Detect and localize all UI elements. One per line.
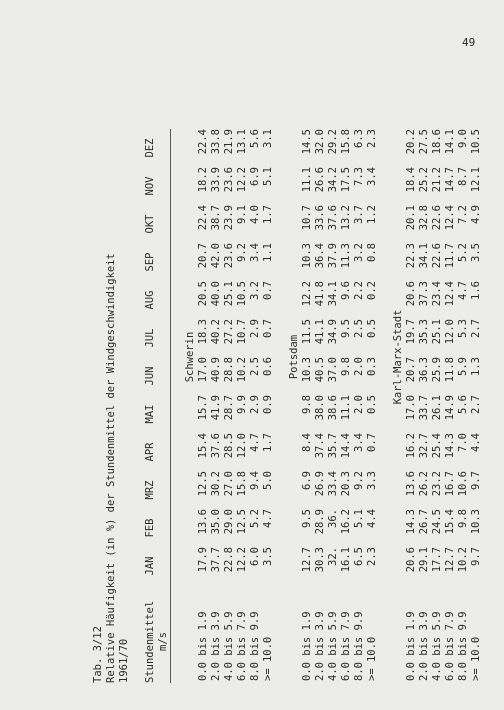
- table-cell-value: 11.5: [301, 319, 313, 345]
- table-cell-value: 15.7: [197, 395, 209, 421]
- table-cell-value: 6.9: [249, 167, 261, 186]
- table-row: [249, 129, 262, 683]
- table-cell-value: 23.6: [223, 243, 235, 269]
- table-cell-value: 37.6: [327, 205, 339, 231]
- table-cell-value: 20.3: [340, 471, 352, 497]
- table-cell-value: 0.5: [366, 395, 378, 414]
- table-cell-value: 0.7: [262, 319, 274, 338]
- section-header-row: [392, 129, 405, 683]
- header-month: JAN: [144, 556, 156, 576]
- header-wind-speed: Stundenmittel: [144, 600, 156, 683]
- table-cell-value: 16.7: [444, 471, 456, 497]
- table-cell-value: 2.0: [353, 395, 365, 414]
- table-cell-value: 37.3: [418, 281, 430, 307]
- table-cell-value: 10.2: [457, 547, 469, 573]
- table-cell-value: 2.5: [249, 357, 261, 376]
- table-cell-value: 4.4: [470, 433, 482, 452]
- table-cell-value: 3.1: [262, 129, 274, 148]
- table-cell-value: 24.5: [431, 509, 443, 535]
- table-cell-value: 3.2: [353, 243, 365, 262]
- table-cell-value: 2.9: [249, 319, 261, 338]
- table-cell-value: 10.3: [301, 357, 313, 383]
- header-month: MRZ: [144, 480, 156, 500]
- table-cell-value: 14.1: [444, 129, 456, 155]
- table-cell-value: 0.5: [366, 319, 378, 338]
- table-cell-value: 14.3: [444, 433, 456, 459]
- table-cell-value: 20.6: [405, 547, 417, 573]
- table-cell-value: 33.7: [418, 395, 430, 421]
- header-month: OKT: [144, 214, 156, 234]
- table-cell-value: 9.8: [340, 357, 352, 376]
- table-cell-value: 16.2: [405, 433, 417, 459]
- row-label-wind-speed-class: >= 10.0: [262, 636, 274, 681]
- table-cell-value: 9.8: [457, 509, 469, 528]
- table-cell-value: 35.7: [327, 433, 339, 459]
- section-spacer: [275, 129, 288, 683]
- table-cell-value: 14.9: [444, 395, 456, 421]
- table-cell-value: 9.7: [470, 471, 482, 490]
- table-row: [457, 129, 470, 683]
- wind-speed-frequency-table: [144, 129, 483, 683]
- table-cell-value: 12.2: [301, 281, 313, 307]
- table-row: [418, 129, 431, 683]
- table-cell-value: 10.7: [301, 205, 313, 231]
- table-cell-value: 3.2: [249, 281, 261, 300]
- row-label-wind-speed-class: 4.0 bis 5.9: [431, 611, 443, 681]
- table-cell-value: 0.8: [366, 243, 378, 262]
- table-cell-value: 9.5: [340, 319, 352, 338]
- table-cell-value: 5.2: [249, 509, 261, 528]
- table-cell-value: 37.4: [314, 433, 326, 459]
- table-cell-value: 22.4: [197, 205, 209, 231]
- table-cell-value: 5.1: [262, 167, 274, 186]
- table-cell-value: 38.0: [314, 395, 326, 421]
- table-cell-value: 16.2: [340, 509, 352, 535]
- table-cell-value: 34.1: [327, 281, 339, 307]
- table-cell-value: 2.3: [366, 129, 378, 148]
- table-cell-value: 37.6: [210, 433, 222, 459]
- table-cell-value: 33.6: [314, 205, 326, 231]
- table-row: [197, 129, 210, 683]
- table-cell-value: 5.6: [457, 395, 469, 414]
- section-station-name: Karl-Marx-Stadt: [392, 309, 404, 405]
- table-cell-value: 41.1: [314, 319, 326, 345]
- table-cell-value: 22.4: [197, 129, 209, 155]
- table-cell-value: 2.0: [353, 357, 365, 376]
- table-cell-value: 29.1: [418, 547, 430, 573]
- table-cell-value: 32.0: [314, 129, 326, 155]
- caption-table-number: Tab. 3/12: [92, 626, 104, 683]
- table-cell-value: 1.1: [262, 243, 274, 262]
- table-cell-value: 1.7: [262, 205, 274, 224]
- table-cell-value: 25.1: [431, 319, 443, 345]
- table-cell-value: 28.9: [314, 509, 326, 535]
- table-cell-value: 12.2: [236, 547, 248, 573]
- table-cell-value: 2.3: [366, 547, 378, 566]
- table-cell-value: 19.7: [405, 319, 417, 345]
- row-label-wind-speed-class: 4.0 bis 5.9: [223, 611, 235, 681]
- table-cell-value: 12.4: [444, 205, 456, 231]
- table-cell-value: 17.0: [197, 357, 209, 383]
- table-cell-value: 0.3: [366, 357, 378, 376]
- table-cell-value: 23.6: [223, 167, 235, 193]
- table-cell-value: 7.2: [457, 205, 469, 224]
- table-cell-value: 14.5: [301, 129, 313, 155]
- table-row: [301, 129, 314, 683]
- table-cell-value: 9.0: [457, 129, 469, 148]
- row-label-wind-speed-class: 2.0 bis 3.9: [210, 611, 222, 681]
- table-cell-value: 10.7: [236, 319, 248, 345]
- table-cell-value: 34.2: [327, 167, 339, 193]
- table-cell-value: 20.7: [405, 357, 417, 383]
- row-label-wind-speed-class: >= 10.0: [470, 636, 482, 681]
- table-cell-value: 2.9: [249, 395, 261, 414]
- table-cell-value: 17.0: [405, 395, 417, 421]
- table-cell-value: 33.9: [210, 167, 222, 193]
- table-cell-value: 2.2: [353, 281, 365, 300]
- table-cell-value: 18.3: [197, 319, 209, 345]
- table-cell-value: 12.4: [444, 281, 456, 307]
- table-cell-value: 0.9: [262, 395, 274, 414]
- table-cell-value: 2.7: [470, 395, 482, 414]
- table-cell-value: 25.2: [418, 167, 430, 193]
- table-cell-value: 37.0: [327, 357, 339, 383]
- table-cell-value: 12.1: [470, 167, 482, 193]
- table-cell-value: 15.4: [444, 509, 456, 535]
- header-month: AUG: [144, 290, 156, 310]
- table-cell-value: 26.2: [418, 471, 430, 497]
- table-cell-value: 8.7: [457, 167, 469, 186]
- table-cell-value: 3.4: [366, 167, 378, 186]
- table-row: [444, 129, 457, 683]
- table-cell-value: 9.4: [249, 471, 261, 490]
- section-station-name: Potsdam: [288, 334, 300, 380]
- table-row: [262, 129, 275, 683]
- table-cell-value: 7.0: [457, 433, 469, 452]
- table-cell-value: 27.2: [223, 319, 235, 345]
- table-cell-value: 9.1: [236, 205, 248, 224]
- table-cell-value: 7.3: [353, 167, 365, 186]
- table-caption: [92, 253, 131, 683]
- table-cell-value: 40.5: [314, 357, 326, 383]
- table-cell-value: 5.2: [457, 243, 469, 262]
- table-cell-value: 9.6: [340, 281, 352, 300]
- table-cell-value: 11.7: [444, 243, 456, 269]
- header-month: DEZ: [144, 138, 156, 158]
- table-cell-value: 12.0: [444, 319, 456, 345]
- table-cell-value: 15.8: [236, 471, 248, 497]
- row-label-wind-speed-class: 8.0 bis 9.9: [353, 611, 365, 681]
- table-cell-value: 37.9: [327, 243, 339, 269]
- page-number: 49: [462, 36, 476, 49]
- table-cell-value: 5.1: [353, 509, 365, 528]
- row-label-wind-speed-class: 6.0 bis 7.9: [444, 611, 456, 681]
- table-cell-value: 32.: [327, 547, 339, 566]
- table-cell-value: 1.3: [470, 357, 482, 376]
- table-cell-value: 11.8: [444, 357, 456, 383]
- table-cell-value: 26.9: [314, 471, 326, 497]
- table-cell-value: 12.5: [236, 509, 248, 535]
- table-cell-value: 28.8: [223, 357, 235, 383]
- table-cell-value: 38.7: [210, 205, 222, 231]
- rotated-table-block: [92, 83, 482, 683]
- header-unit-text: m/s: [157, 632, 169, 651]
- table-cell-value: 6.5: [353, 547, 365, 566]
- table-cell-value: 29.0: [223, 509, 235, 535]
- table-cell-value: 0.7: [366, 433, 378, 452]
- table-row: [353, 129, 366, 683]
- table-cell-value: 36.3: [418, 357, 430, 383]
- table-cell-value: 0.7: [262, 281, 274, 300]
- table-cell-value: 10.3: [301, 243, 313, 269]
- table-row: [431, 129, 444, 683]
- table-cell-value: 15.8: [340, 129, 352, 155]
- row-label-wind-speed-class: >= 10.0: [366, 636, 378, 681]
- table-cell-value: 3.5: [470, 243, 482, 262]
- table-cell-value: 13.6: [197, 509, 209, 535]
- table-cell-value: 34.9: [327, 319, 339, 345]
- table-cell-value: 26.6: [314, 167, 326, 193]
- table-row: [470, 129, 483, 683]
- table-cell-value: 14.7: [444, 167, 456, 193]
- table-cell-value: 4.0: [249, 205, 261, 224]
- table-cell-value: 1.2: [366, 205, 378, 224]
- table-cell-value: 12.0: [236, 433, 248, 459]
- table-cell-value: 32.7: [418, 433, 430, 459]
- table-cell-value: 11.3: [340, 243, 352, 269]
- table-header-row: [144, 129, 157, 683]
- table-cell-value: 22.6: [431, 243, 443, 269]
- section-spacer: [379, 129, 392, 683]
- header-month: JUN: [144, 366, 156, 386]
- table-cell-value: 20.2: [405, 129, 417, 155]
- table-cell-value: 13.6: [405, 471, 417, 497]
- table-cell-value: 5.3: [457, 319, 469, 338]
- table-cell-value: 23.2: [431, 471, 443, 497]
- table-row: [314, 129, 327, 683]
- table-cell-value: 9.7: [470, 547, 482, 566]
- table-cell-value: 29.2: [327, 129, 339, 155]
- table-row: [405, 129, 418, 683]
- row-label-wind-speed-class: 2.0 bis 3.9: [314, 611, 326, 681]
- table-cell-value: 30.3: [314, 547, 326, 573]
- table-cell-value: 10.5: [236, 281, 248, 307]
- table-cell-value: 2.5: [353, 319, 365, 338]
- section-header-row: [288, 129, 301, 683]
- table-cell-value: 17.5: [340, 167, 352, 193]
- table-cell-value: 17.7: [431, 547, 443, 573]
- table-cell-value: 27.5: [418, 129, 430, 155]
- table-cell-value: 4.7: [249, 433, 261, 452]
- table-cell-value: 42.0: [210, 243, 222, 269]
- table-cell-value: 10.5: [470, 129, 482, 155]
- table-cell-value: 9.2: [236, 243, 248, 262]
- header-month: JUL: [144, 328, 156, 348]
- table-cell-value: 22.3: [405, 243, 417, 269]
- table-row: [223, 129, 236, 683]
- table-cell-value: 30.2: [210, 471, 222, 497]
- table-cell-value: 33.4: [327, 471, 339, 497]
- table-cell-value: 25.9: [431, 357, 443, 383]
- table-cell-value: 13.2: [340, 205, 352, 231]
- table-cell-value: 2.7: [470, 319, 482, 338]
- table-cell-value: 0.6: [262, 357, 274, 376]
- table-cell-value: 9.8: [301, 395, 313, 414]
- table-cell-value: 9.2: [353, 471, 365, 490]
- table-cell-value: 26.1: [431, 395, 443, 421]
- table-cell-value: 18.6: [431, 129, 443, 155]
- table-cell-value: 3.3: [366, 471, 378, 490]
- table-cell-value: 23.4: [431, 281, 443, 307]
- table-cell-value: 17.9: [197, 547, 209, 573]
- row-label-wind-speed-class: 8.0 bis 9.9: [457, 611, 469, 681]
- table-row: [340, 129, 353, 683]
- header-month: MAI: [144, 404, 156, 424]
- table-cell-value: 8.4: [301, 433, 313, 452]
- table-cell-value: 3.7: [353, 205, 365, 224]
- table-cell-value: 22.8: [223, 547, 235, 573]
- table-cell-value: 20.1: [405, 205, 417, 231]
- row-label-wind-speed-class: 6.0 bis 7.9: [340, 611, 352, 681]
- table-cell-value: 1.7: [262, 433, 274, 452]
- table-cell-value: 41.8: [314, 281, 326, 307]
- table-cell-value: 41.9: [210, 395, 222, 421]
- caption-title: Relative Häufigkeit (in %) der Stundenmittel der Windgeschwindigkeit: [105, 253, 117, 683]
- table-cell-value: 21.2: [431, 167, 443, 193]
- table-cell-value: 35.0: [210, 509, 222, 535]
- row-label-wind-speed-class: 0.0 bis 1.9: [197, 611, 209, 681]
- table-cell-value: 20.6: [405, 281, 417, 307]
- table-cell-value: 4.7: [457, 281, 469, 300]
- table-cell-value: 9.5: [301, 509, 313, 528]
- table-cell-value: 4.4: [366, 509, 378, 528]
- table-cell-value: 25.4: [431, 433, 443, 459]
- table-cell-value: 3.4: [353, 433, 365, 452]
- table-row: [327, 129, 340, 683]
- table-cell-value: 3.4: [249, 243, 261, 262]
- table-cell-value: 6.0: [249, 547, 261, 566]
- table-row: [366, 129, 379, 683]
- table-cell-value: 34.1: [418, 243, 430, 269]
- table-cell-value: 11.1: [301, 167, 313, 193]
- table-cell-value: 10.3: [470, 509, 482, 535]
- header-rule: [171, 129, 185, 683]
- table-cell-value: 22.6: [431, 205, 443, 231]
- table-cell-value: 27.0: [223, 471, 235, 497]
- table-row: [210, 129, 223, 683]
- table-cell-value: 6.9: [301, 471, 313, 490]
- table-cell-value: 18.4: [405, 167, 417, 193]
- table-cell-value: 40.0: [210, 281, 222, 307]
- table-cell-value: 37.7: [210, 547, 222, 573]
- table-cell-value: 20.7: [197, 243, 209, 269]
- table-cell-value: 9.9: [236, 395, 248, 414]
- table-cell-value: 10.2: [236, 357, 248, 383]
- row-label-wind-speed-class: 8.0 bis 9.9: [249, 611, 261, 681]
- table-cell-value: 12.7: [301, 547, 313, 573]
- table-cell-value: 12.2: [236, 167, 248, 193]
- table-cell-value: 32.8: [418, 205, 430, 231]
- table-cell-value: 6.3: [353, 129, 365, 148]
- table-cell-value: 33.8: [210, 129, 222, 155]
- table-cell-value: 5.6: [249, 129, 261, 148]
- table-cell-value: 5.0: [262, 471, 274, 490]
- section-header-row: [184, 129, 197, 683]
- table-cell-value: 35.3: [418, 319, 430, 345]
- table-cell-value: 20.5: [197, 281, 209, 307]
- header-month: APR: [144, 442, 156, 462]
- table-cell-value: 1.6: [470, 281, 482, 300]
- table-cell-value: 5.9: [457, 357, 469, 376]
- header-month: SEP: [144, 252, 156, 272]
- table-cell-value: 14.4: [340, 433, 352, 459]
- table-cell-value: 28.7: [223, 395, 235, 421]
- row-label-wind-speed-class: 4.0 bis 5.9: [327, 611, 339, 681]
- row-label-wind-speed-class: 0.0 bis 1.9: [405, 611, 417, 681]
- table-cell-value: 14.3: [405, 509, 417, 535]
- table-cell-value: 21.9: [223, 129, 235, 155]
- table-cell-value: 10.6: [457, 471, 469, 497]
- row-label-wind-speed-class: 0.0 bis 1.9: [301, 611, 313, 681]
- table-cell-value: 3.5: [262, 547, 274, 566]
- table-cell-value: 12.7: [444, 547, 456, 573]
- table-body: [184, 129, 483, 683]
- table-cell-value: 15.4: [197, 433, 209, 459]
- table-cell-value: 11.1: [340, 395, 352, 421]
- header-unit: [157, 585, 171, 683]
- table-cell-value: 23.9: [223, 205, 235, 231]
- table-cell-value: 13.1: [236, 129, 248, 155]
- caption-period: 1961/70: [118, 638, 130, 683]
- table-cell-value: 12.5: [197, 471, 209, 497]
- table-cell-value: 36.: [327, 509, 339, 528]
- table-cell-value: 16.1: [340, 547, 352, 573]
- table-cell-value: 4.7: [262, 509, 274, 528]
- table-cell-value: 26.7: [418, 509, 430, 535]
- table-cell-value: 28.5: [223, 433, 235, 459]
- table-cell-value: 25.1: [223, 281, 235, 307]
- row-label-wind-speed-class: 2.0 bis 3.9: [418, 611, 430, 681]
- section-station-name: Schwerin: [184, 331, 196, 383]
- table-cell-value: 0.2: [366, 281, 378, 300]
- table-cell-value: 36.4: [314, 243, 326, 269]
- header-month: NOV: [144, 176, 156, 196]
- table-cell-value: 4.9: [470, 205, 482, 224]
- table-header-unit-row: [157, 129, 171, 683]
- table-cell-value: 40.2: [210, 319, 222, 345]
- header-month: FEB: [144, 518, 156, 538]
- table-row: [236, 129, 249, 683]
- row-label-wind-speed-class: 6.0 bis 7.9: [236, 611, 248, 681]
- table-cell-value: 38.6: [327, 395, 339, 421]
- table-cell-value: 40.9: [210, 357, 222, 383]
- table-cell-value: 18.2: [197, 167, 209, 193]
